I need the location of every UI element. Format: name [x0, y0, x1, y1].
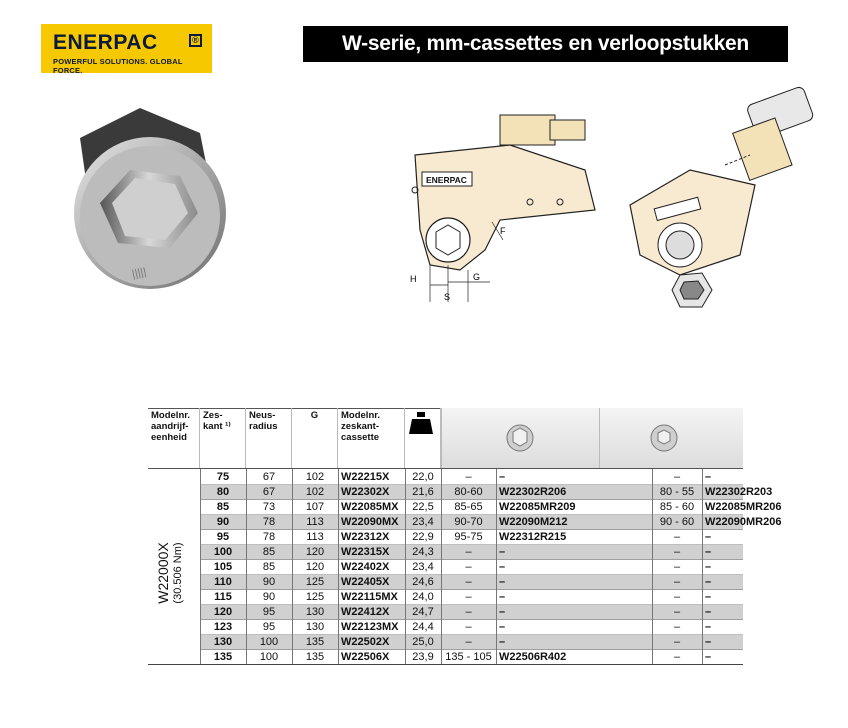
dimension-h-label: H: [410, 274, 417, 284]
reducer-2-model-cell: W22085MR206: [705, 501, 782, 513]
range-2-cell: –: [673, 576, 681, 588]
reducer-1-model-cell: –: [499, 636, 506, 648]
header-model-drive: Modelnr. aandrijf-eenheid: [148, 408, 200, 469]
nose-radius-cell: 67: [262, 471, 276, 483]
reducer-1-model-cell: –: [499, 561, 506, 573]
reducer-1-model-cell: W22302R206: [499, 486, 567, 498]
range-2-cell: –: [673, 471, 681, 483]
spec-table: [148, 408, 782, 665]
g-cell: 120: [305, 546, 325, 558]
nose-radius-cell: 78: [262, 516, 276, 528]
g-cell: 107: [305, 501, 325, 513]
g-cell: 130: [305, 621, 325, 633]
cassette-model-cell: W22115MX: [341, 591, 398, 603]
weight-cell: 24,4: [412, 621, 434, 633]
nose-radius-cell: 100: [259, 651, 279, 663]
reducer-1-model-cell: –: [499, 606, 506, 618]
reducer-1-model-cell: –: [499, 546, 506, 558]
range-1-cell: 135 - 105: [445, 651, 492, 663]
hex-cell: 105: [213, 561, 233, 573]
cassette-model-cell: W22302X: [341, 486, 390, 498]
table-row: [200, 560, 743, 575]
reducer-1-model-cell: W22506R402: [499, 651, 567, 663]
cassette-model-cell: W22123MX: [341, 621, 399, 633]
range-2-cell: 85 - 60: [659, 501, 695, 513]
nose-radius-cell: 78: [262, 531, 276, 543]
reducer-1-model-cell: W22085MR209: [499, 501, 576, 513]
g-cell: 102: [305, 486, 325, 498]
hex-cassette-photo: [50, 98, 232, 298]
hex-cell: 75: [216, 471, 230, 483]
weight-cell: 22,5: [412, 501, 434, 513]
cassette-model-cell: W22090MX: [341, 516, 399, 528]
dimension-f-label: F: [500, 226, 506, 236]
dimension-s-label: S: [444, 292, 451, 302]
reducer-1-model-cell: –: [499, 471, 506, 483]
table-row: [200, 545, 743, 560]
weight-cell: 22,0: [412, 471, 434, 483]
hex-cell: 135: [213, 651, 233, 663]
cassette-model-cell: W22215X: [341, 471, 390, 483]
table-row: [200, 530, 743, 545]
table-body: [148, 469, 782, 665]
g-cell: 113: [306, 516, 324, 528]
cassette-model-cell: W22506X: [341, 651, 390, 663]
range-2-cell: 80 - 55: [659, 486, 695, 498]
reducer-1-model-cell: –: [499, 576, 506, 588]
cassette-model-cell: W22405X: [341, 576, 390, 588]
g-cell: 135: [305, 651, 325, 663]
reducer-2-model-cell: –: [705, 561, 712, 573]
drive-torque: (30.506 Nm): [172, 542, 184, 604]
range-2-cell: –: [673, 561, 681, 573]
nose-radius-cell: 73: [262, 501, 276, 513]
range-2-cell: –: [673, 606, 681, 618]
nose-radius-cell: 95: [262, 606, 276, 618]
table-row: [200, 575, 743, 590]
reducer-2-model-cell: –: [705, 636, 712, 648]
header-nose-radius: Neus-radius: [246, 408, 292, 469]
weight-cell: 24,7: [412, 606, 434, 618]
svg-text:|||||: |||||: [130, 265, 148, 281]
page-title: W-serie, mm-cassettes en verloopstukken: [303, 26, 788, 62]
hex-cell: 80: [216, 486, 230, 498]
cassette-model-cell: W22412X: [341, 606, 390, 618]
header-hex: Zes-kant ¹⁾: [200, 408, 246, 469]
range-1-cell: 90-70: [454, 516, 483, 528]
drive-unit-cell: [148, 469, 200, 665]
range-2-cell: –: [673, 591, 681, 603]
cassette-model-cell: W22502X: [341, 636, 390, 648]
table-row: [200, 590, 743, 605]
hex-cell: 120: [213, 606, 233, 618]
range-1-cell: –: [465, 561, 472, 573]
weight-icon: [405, 408, 441, 469]
table-row: [200, 620, 743, 635]
enerpac-logo: [41, 24, 212, 73]
logo-wordmark: ENERPAC: [53, 31, 158, 54]
header-g: G: [292, 408, 338, 469]
g-cell: 102: [305, 471, 325, 483]
hex-cell: 85: [216, 501, 230, 513]
table-row: [200, 470, 743, 485]
reducer-2-model-cell: –: [705, 621, 712, 633]
weight-cell: 24,6: [412, 576, 434, 588]
hex-cell: 100: [213, 546, 233, 558]
weight-cell: 23,4: [412, 561, 434, 573]
weight-cell: 24,0: [412, 591, 434, 603]
reducer-1-model-cell: –: [499, 591, 506, 603]
nose-radius-cell: 95: [262, 621, 276, 633]
table-row: [200, 605, 743, 620]
range-1-cell: 80-60: [454, 486, 483, 498]
logo-tagline: POWERFUL SOLUTIONS. GLOBAL FORCE.: [53, 57, 183, 75]
nose-radius-cell: 90: [262, 576, 276, 588]
range-1-cell: –: [465, 576, 472, 588]
g-cell: 125: [305, 576, 325, 588]
wrench-brand-label: ENERPAC: [426, 175, 467, 185]
table-row: [200, 515, 782, 530]
range-1-cell: 85-65: [454, 501, 483, 513]
header-model-cassette: Modelnr. zeskant-cassette: [338, 408, 405, 469]
nose-radius-cell: 85: [262, 546, 276, 558]
nose-radius-cell: 100: [259, 636, 279, 648]
range-2-cell: –: [673, 636, 681, 648]
weight-cell: 22,9: [412, 531, 434, 543]
reducer-2-model-cell: –: [705, 591, 712, 603]
weight-cell: 25,0: [412, 636, 434, 648]
reducer-2-model-cell: W22302R203: [705, 486, 773, 498]
reducer-2-model-cell: –: [705, 531, 712, 543]
g-cell: 135: [305, 636, 325, 648]
reducer-1-model-cell: –: [499, 621, 506, 633]
range-1-cell: –: [465, 591, 472, 603]
reducer-2-model-cell: –: [705, 651, 712, 663]
reducer-2-model-cell: –: [705, 576, 712, 588]
weight-cell: 23,9: [412, 651, 434, 663]
hex-cell: 90: [216, 516, 230, 528]
g-cell: 130: [305, 606, 325, 618]
table-row: [200, 485, 773, 500]
range-1-cell: –: [465, 621, 472, 633]
g-cell: 113: [306, 531, 324, 543]
hex-cell: 130: [213, 636, 233, 648]
reducer-2-model-cell: –: [705, 606, 712, 618]
range-1-cell: –: [465, 546, 472, 558]
range-2-cell: –: [673, 531, 681, 543]
weight-cell: 23,4: [412, 516, 434, 528]
range-1-cell: –: [465, 636, 472, 648]
range-1-cell: 95-75: [454, 531, 483, 543]
reducer-1-model-cell: W22312R215: [499, 531, 567, 543]
range-1-cell: –: [465, 471, 472, 483]
weight-cell: 21,6: [412, 486, 434, 498]
hex-cell: 110: [214, 576, 232, 588]
reducer-2-model-cell: –: [705, 546, 712, 558]
exploded-wrench-illustration: [620, 85, 825, 315]
drive-model: W22000X: [155, 542, 171, 604]
table-row: [200, 650, 743, 665]
table-header: [148, 408, 743, 469]
cassette-model-cell: W22085MX: [341, 501, 399, 513]
weight-cell: 24,3: [412, 546, 434, 558]
g-cell: 120: [305, 561, 325, 573]
reducer-2-model-cell: W22090MR206: [705, 516, 782, 528]
range-2-cell: –: [673, 621, 681, 633]
nose-radius-cell: 85: [262, 561, 276, 573]
logo-registered-icon: ®: [189, 34, 202, 47]
range-2-cell: –: [673, 651, 681, 663]
nose-radius-cell: 67: [262, 486, 276, 498]
reducer-1-model-cell: W22090M212: [499, 516, 568, 528]
g-cell: 125: [305, 591, 325, 603]
hex-cell: 115: [214, 591, 232, 603]
hex-cell: 95: [216, 531, 230, 543]
reducer-photo-2: [599, 408, 743, 469]
reducer-photo-1: [441, 408, 599, 469]
cassette-model-cell: W22315X: [341, 546, 390, 558]
cassette-model-cell: W22312X: [341, 531, 390, 543]
range-2-cell: 90 - 60: [659, 516, 695, 528]
range-2-cell: –: [673, 546, 681, 558]
table-row: [200, 500, 782, 515]
cassette-model-cell: W22402X: [341, 561, 390, 573]
range-1-cell: –: [465, 606, 472, 618]
wrench-dimension-diagram: [400, 110, 600, 305]
hex-cell: 123: [213, 621, 233, 633]
table-row: [200, 635, 743, 650]
reducer-2-model-cell: –: [705, 471, 712, 483]
dimension-g-label: G: [473, 272, 481, 282]
nose-radius-cell: 90: [262, 591, 276, 603]
